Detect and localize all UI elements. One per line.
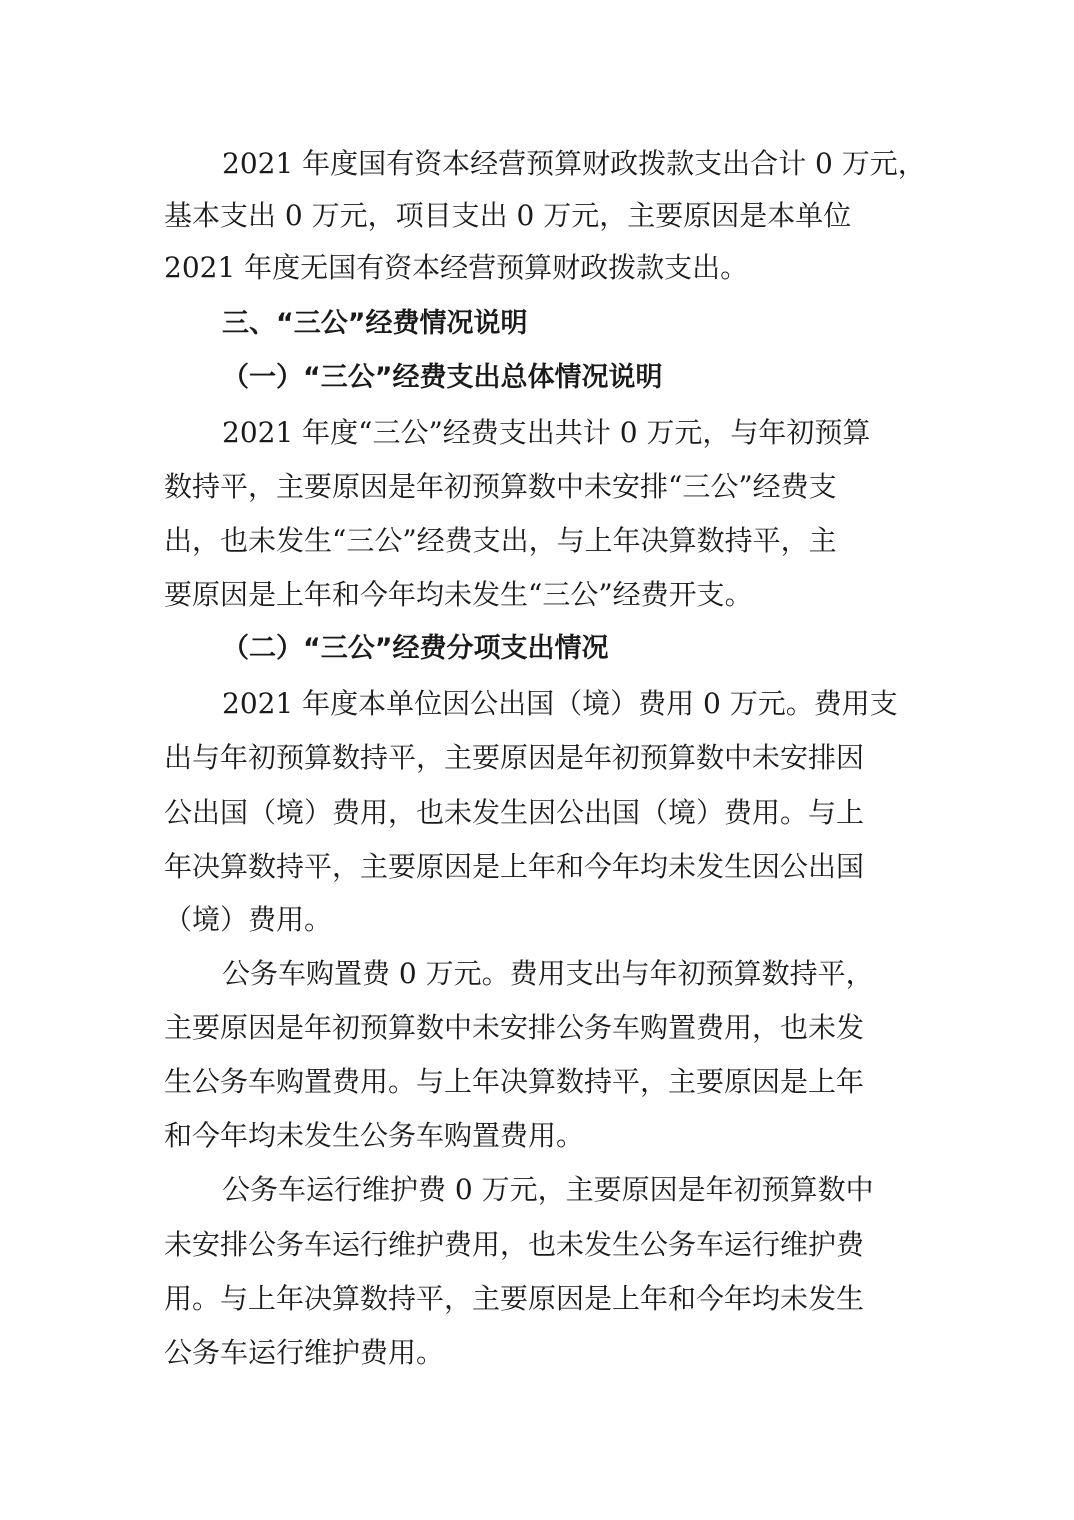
paragraph-line: 2021 年度无国有资本经营预算财政拨款支出。 [164, 251, 749, 284]
paragraph-line: 和今年均未发生公务车购置费用。 [164, 1119, 585, 1152]
paragraph-line: 2021 年度本单位因公出国（境）费用 0 万元。费用支 [222, 687, 898, 720]
paragraph-line: 基本支出 0 万元，项目支出 0 万元，主要原因是本单位 [164, 199, 852, 232]
paragraph-line: 公务车购置费 0 万元。费用支出与年初预算数持平， [222, 957, 874, 990]
paragraph-line: （境）费用。 [164, 903, 333, 936]
paragraph-line: 用。与上年决算数持平，主要原因是上年和今年均未发生 [164, 1282, 865, 1315]
subsection-heading: （一）“三公”经费支出总体情况说明 [222, 362, 663, 393]
paragraph-line: 2021 年度国有资本经营预算财政拨款支出合计 0 万元， [222, 147, 926, 180]
section-heading: 三、“三公”经费情况说明 [222, 308, 528, 339]
paragraph-line: 未安排公务车运行维护费用，也未发生公务车运行维护费 [164, 1228, 865, 1261]
paragraph-line: 生公务车购置费用。与上年决算数持平，主要原因是上年 [164, 1065, 865, 1098]
paragraph-line: 公出国（境）费用，也未发生因公出国（境）费用。与上 [164, 796, 865, 829]
paragraph-line: 要原因是上年和今年均未发生“三公”经费开支。 [164, 578, 753, 611]
paragraph-line: 主要原因是年初预算数中未安排公务车购置费用，也未发 [164, 1011, 865, 1044]
paragraph-line: 年决算数持平，主要原因是上年和今年均未发生因公出国 [164, 850, 865, 883]
subsection-heading: （二）“三公”经费分项支出情况 [222, 633, 609, 664]
paragraph-line: 出，也未发生“三公”经费支出，与上年决算数持平，主 [164, 524, 837, 557]
paragraph-line: 出与年初预算数持平，主要原因是年初预算数中未安排因 [164, 741, 865, 774]
paragraph-line: 2021 年度“三公”经费支出共计 0 万元，与年初预算 [222, 416, 871, 449]
paragraph-line: 公务车运行维护费 0 万元，主要原因是年初预算数中 [222, 1173, 874, 1206]
paragraph-line: 数持平，主要原因是年初预算数中未安排“三公”经费支 [164, 470, 837, 503]
paragraph-line: 公务车运行维护费用。 [164, 1336, 445, 1369]
